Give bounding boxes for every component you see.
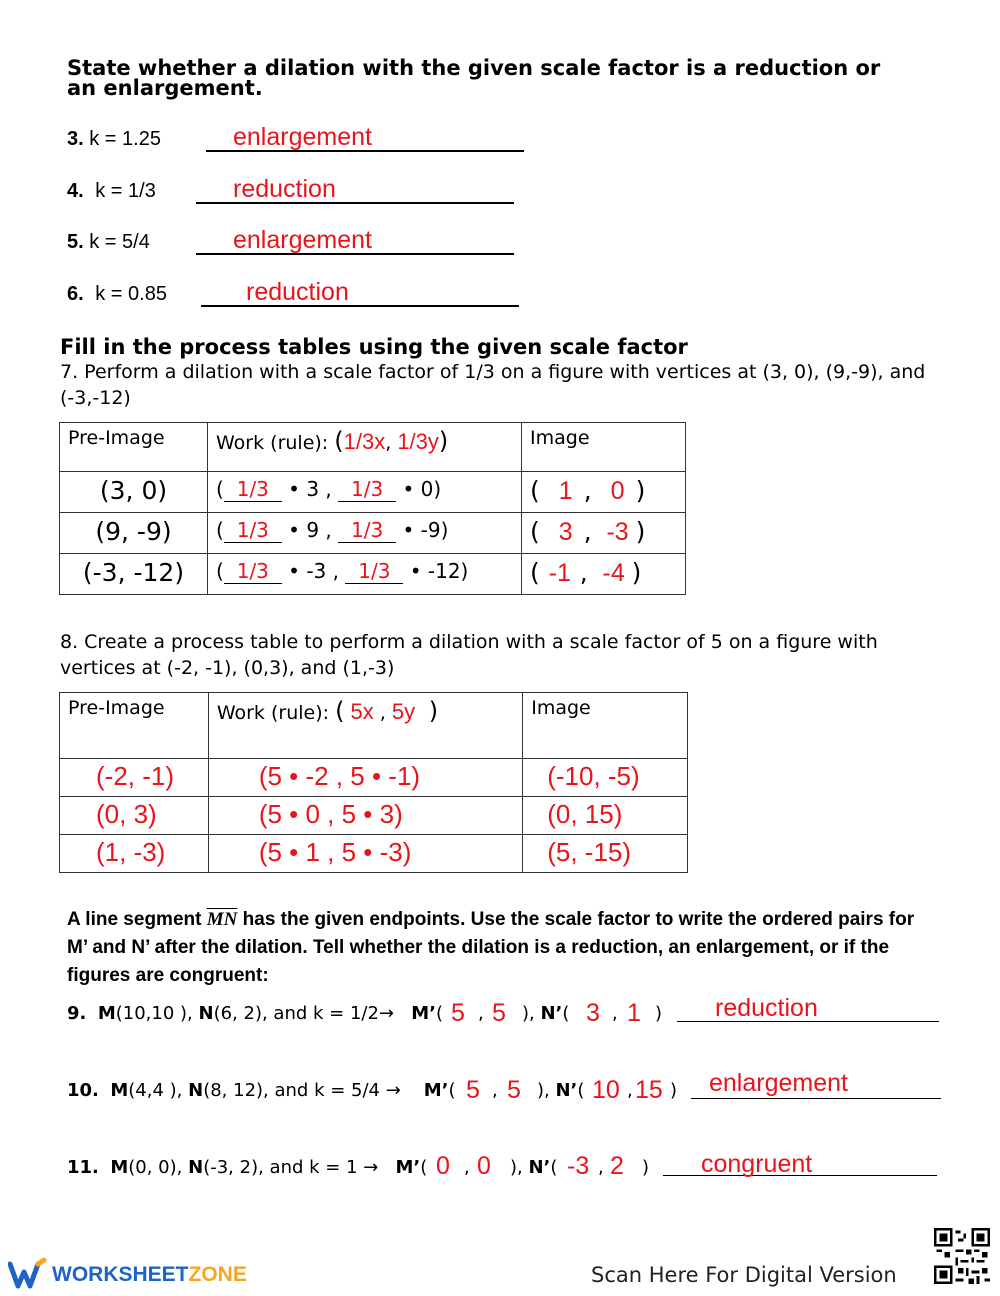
comma: , — [464, 1157, 470, 1178]
image-cell: ( 1 , 0 ) — [522, 472, 686, 513]
table-row — [60, 554, 686, 595]
m-prime-x[interactable]: 5 — [451, 999, 465, 1027]
n-prime-label: ), N’( — [522, 1003, 570, 1024]
n-prime-y[interactable]: 1 — [627, 999, 641, 1027]
table-row — [60, 835, 688, 873]
header-image: Image — [522, 423, 686, 472]
m-prime-x[interactable]: 5 — [466, 1076, 480, 1104]
close-paren: ) — [670, 1080, 678, 1101]
rule-x: 1/3x — [343, 429, 386, 454]
problem-6 — [67, 283, 167, 306]
segment-mn: $\overline{MN}$ — [206, 909, 238, 930]
image-cell: (5, -15) — [523, 835, 688, 873]
answer-line — [691, 1098, 941, 1099]
brand-name: WORKSHEETZONE — [52, 1263, 247, 1286]
n-prime-x[interactable]: 3 — [586, 999, 600, 1027]
problem-11: 11. M(0, 0), N(-3, 2), and k = 1 → M’( — [67, 1157, 428, 1178]
qr-code-icon[interactable] — [934, 1228, 990, 1284]
answer-5[interactable]: enlargement — [233, 226, 372, 254]
answer-3[interactable]: enlargement — [233, 123, 372, 151]
comma: , — [598, 1157, 604, 1178]
answer-9[interactable]: reduction — [715, 994, 818, 1022]
work-cell: (5 • 1 , 5 • -3) — [208, 835, 522, 873]
n-prime-y[interactable]: 15 — [635, 1076, 663, 1104]
pre-image-cell: (0, 3) — [60, 797, 209, 835]
problem-number: 4. — [67, 180, 84, 202]
answer-11[interactable]: congruent — [701, 1150, 813, 1178]
problem-3 — [67, 128, 161, 151]
problem-8-text: 8. Create a process table to perform a dilation with a scale factor of 5 on a figure with vertices at (-2, -1), (0,3), and (1,-3) — [60, 631, 878, 679]
rule-x: 5x — [350, 699, 374, 724]
problem-expression: k = 5/4 — [89, 231, 150, 253]
m-prime-y[interactable]: 5 — [507, 1076, 521, 1104]
work-cell: ( 1/3 • 3 , 1/3 • 0) — [208, 472, 522, 513]
section2-heading: Fill in the process tables using the given scale factor — [60, 335, 688, 359]
answer-10[interactable]: enlargement — [709, 1069, 848, 1097]
n-prime-y[interactable]: 2 — [610, 1152, 624, 1180]
problem-number: 6. — [67, 283, 84, 305]
problem-7-text: 7. Perform a dilation with a scale factor of 1/3 on a figure with vertices at (3, 0), (9,-9), and (-3,-12) — [60, 361, 926, 409]
answer-4[interactable]: reduction — [233, 175, 336, 203]
worksheetzone-logo-icon — [8, 1258, 48, 1292]
problem-10: 10. M(4,4 ), N(8, 12), and k = 5/4 → M’( — [67, 1080, 456, 1101]
pre-image-cell: (-3, -12) — [60, 554, 208, 595]
problem-5 — [67, 231, 150, 254]
comma: , — [627, 1080, 633, 1101]
header-work: Work (rule): (1/3x, 1/3y) — [208, 423, 522, 472]
comma: , — [492, 1080, 498, 1101]
section3-heading: A line segment $\overline{MN}$ has the given endpoints. Use the scale factor to write the ordered pairs for M’ and N’ after the dilation. Tell whether the dilation is a reduction, an enlargement, or if the figures are congruent: — [67, 909, 915, 986]
problem-9: 9. M(10,10 ), N(6, 2), and k = 1/2→ M’( — [67, 1003, 443, 1024]
n-prime-label: ), N’( — [537, 1080, 585, 1101]
table-row — [60, 759, 688, 797]
pre-image-cell: (-2, -1) — [60, 759, 209, 797]
work-cell: ( 1/3 • -3 , 1/3 • -12) — [208, 554, 522, 595]
pre-image-cell: (3, 0) — [60, 472, 208, 513]
work-cell: ( 1/3 • 9 , 1/3 • -9) — [208, 513, 522, 554]
scan-text: Scan Here For Digital Version — [591, 1263, 897, 1287]
pre-image-cell: (9, -9) — [60, 513, 208, 554]
n-prime-x[interactable]: 10 — [592, 1076, 620, 1104]
section1-heading: State whether a dilation with the given scale factor is a reduction or an enlargement. — [67, 56, 881, 100]
problem-4 — [67, 180, 156, 203]
problem-expression: k = 1.25 — [89, 128, 161, 150]
problem-number: 3. — [67, 128, 84, 150]
header-work: Work (rule): ( 5x , 5y ) — [208, 693, 522, 759]
header-pre-image: Pre-Image — [60, 693, 209, 759]
work-cell: (5 • 0 , 5 • 3) — [208, 797, 522, 835]
header-pre-image: Pre-Image — [60, 423, 208, 472]
table-row — [60, 472, 686, 513]
m-prime-y[interactable]: 5 — [492, 999, 506, 1027]
n-prime-label: ), N’( — [510, 1157, 558, 1178]
close-paren: ) — [655, 1003, 663, 1024]
rule-y: 5y — [391, 699, 416, 724]
image-cell: (-10, -5) — [523, 759, 688, 797]
table-row — [60, 797, 688, 835]
image-cell: ( -1 , -4 ) — [522, 554, 686, 595]
problem-expression: k = 0.85 — [95, 283, 167, 305]
m-prime-x[interactable]: 0 — [436, 1152, 450, 1180]
process-table-8 — [59, 692, 688, 873]
problem-number: 5. — [67, 231, 84, 253]
pre-image-cell: (1, -3) — [60, 835, 209, 873]
comma: , — [612, 1003, 618, 1024]
process-table-7 — [59, 422, 686, 595]
close-paren: ) — [642, 1157, 650, 1178]
work-cell: (5 • -2 , 5 • -1) — [208, 759, 522, 797]
n-prime-x[interactable]: -3 — [567, 1152, 590, 1180]
rule-y: 1/3y — [397, 429, 439, 454]
header-image: Image — [523, 693, 688, 759]
table-row — [60, 513, 686, 554]
comma: , — [478, 1003, 484, 1024]
m-prime-y[interactable]: 0 — [477, 1152, 491, 1180]
image-cell: ( 3 , -3 ) — [522, 513, 686, 554]
image-cell: (0, 15) — [523, 797, 688, 835]
problem-expression: k = 1/3 — [95, 180, 156, 202]
answer-6[interactable]: reduction — [246, 278, 349, 306]
